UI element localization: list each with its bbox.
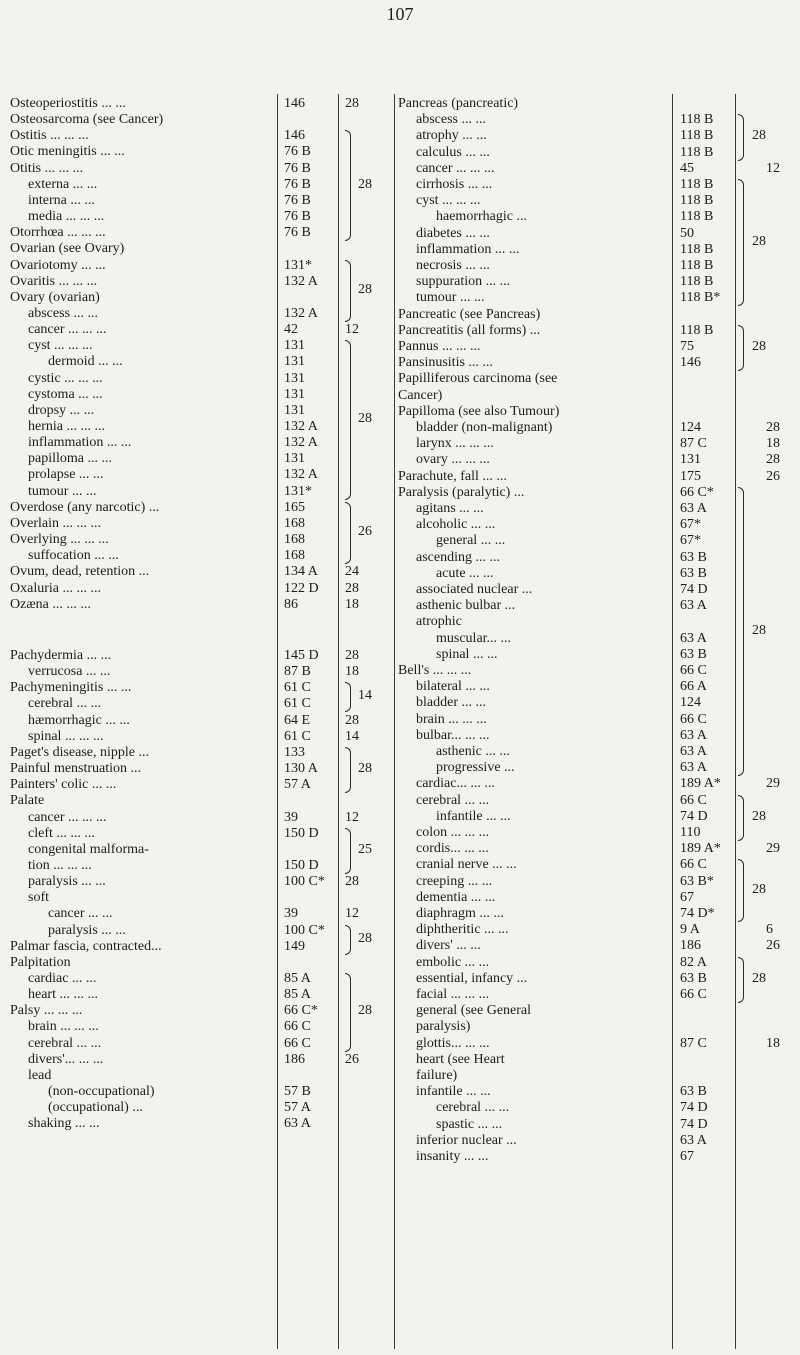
group-number: 18 xyxy=(766,436,780,452)
index-term: Paget's disease, nipple ... xyxy=(10,744,149,760)
brace-group-number: 28 xyxy=(752,622,766,638)
index-reference: 66 C xyxy=(680,857,707,873)
group-number: 28 xyxy=(345,580,359,596)
index-reference: 146 xyxy=(284,128,305,144)
index-term: cystoma ... ... xyxy=(28,386,103,402)
index-term: Pannus ... ... ... xyxy=(398,339,481,354)
group-number: 26 xyxy=(766,468,780,484)
index-reference: 67 xyxy=(680,889,694,905)
index-term: cerebral ... ... xyxy=(436,1100,510,1116)
index-reference: 87 B xyxy=(284,664,311,680)
group-number: 6 xyxy=(766,922,773,938)
index-term: Pancreas (pancreatic) xyxy=(398,96,519,111)
index-term: infantile ... ... xyxy=(416,1084,491,1100)
index-term: creeping ... ... xyxy=(416,873,493,889)
index-term: media ... ... ... xyxy=(28,209,105,225)
index-term: Papilliferous carcinoma (see xyxy=(398,371,558,387)
index-term: inflammation ... ... xyxy=(416,241,520,257)
index-reference: 63 B* xyxy=(680,873,714,889)
index-reference: 66 C xyxy=(680,711,707,727)
index-term: Parachute, fall ... ... xyxy=(398,468,507,484)
index-reference: 76 B xyxy=(284,160,311,176)
index-term: Pancreatic (see Pancreas) xyxy=(398,306,541,322)
left-column-rule-1 xyxy=(277,94,278,1349)
index-term: Painful menstruation ... xyxy=(10,761,142,777)
index-term: Palpitation xyxy=(10,954,71,970)
index-term: Painters' colic ... ... xyxy=(10,777,117,793)
index-term: cancer ... ... xyxy=(48,906,113,922)
index-reference: 61 C xyxy=(284,696,311,712)
index-reference: 118 B xyxy=(680,144,714,160)
index-reference: 118 B xyxy=(680,193,714,209)
index-reference: 82 A xyxy=(680,954,707,970)
index-term: asthenic ... ... xyxy=(436,744,510,759)
index-term: acute ... ... xyxy=(436,565,494,581)
index-reference: 76 B xyxy=(284,225,311,241)
index-reference: 50 xyxy=(680,225,694,241)
index-reference: 63 A xyxy=(680,1132,707,1148)
index-reference: 66 C* xyxy=(284,1003,318,1019)
index-reference: 66 C xyxy=(680,663,707,678)
index-term: paralysis) xyxy=(416,1019,471,1035)
index-reference: 66 C xyxy=(680,792,707,808)
index-term: atrophic xyxy=(416,614,462,630)
index-term: dropsy ... ... xyxy=(28,402,95,418)
index-reference: 74 D xyxy=(680,1100,708,1116)
index-term: tumour ... ... xyxy=(28,483,97,499)
index-reference: 63 A xyxy=(680,630,707,646)
index-term: dermoid ... ... xyxy=(48,354,123,370)
index-reference: 132 A xyxy=(284,467,318,483)
index-reference: 118 B xyxy=(680,112,714,128)
index-term: bulbar... ... ... xyxy=(416,727,490,743)
index-term: interna ... ... xyxy=(28,192,95,208)
index-term: Papilloma (see also Tumour) xyxy=(398,403,560,419)
brace-group-number: 28 xyxy=(358,930,372,946)
index-term: progressive ... xyxy=(436,760,515,776)
index-term: diaphragm ... ... xyxy=(416,906,504,921)
index-term: cerebral ... ... xyxy=(28,696,102,712)
index-term: heart ... ... ... xyxy=(28,987,98,1003)
brace-bracket xyxy=(345,340,351,499)
index-term: (occupational) ... xyxy=(48,1100,143,1116)
index-term: larynx ... ... ... xyxy=(416,436,494,452)
index-term: shaking ... ... xyxy=(28,1116,100,1132)
index-term: tumour ... ... xyxy=(416,290,485,306)
index-reference: 132 A xyxy=(284,273,318,289)
index-reference: 67 xyxy=(680,1149,694,1164)
index-term: brain ... ... ... xyxy=(28,1019,99,1035)
brace-group-number: 25 xyxy=(358,841,372,857)
index-term: alcoholic ... ... xyxy=(416,517,496,533)
group-number: 18 xyxy=(345,664,359,680)
index-reference: 186 xyxy=(680,938,701,954)
index-term: cleft ... ... ... xyxy=(28,825,95,841)
index-term: verrucosa ... ... xyxy=(28,664,111,680)
index-reference: 130 A xyxy=(284,761,318,777)
index-term: infantile ... ... xyxy=(436,808,511,824)
index-reference: 118 B xyxy=(680,322,714,338)
index-term: cerebral ... ... xyxy=(416,792,490,808)
index-term: Pachydermia ... ... xyxy=(10,648,112,663)
index-term: inferior nuclear ... xyxy=(416,1132,517,1148)
index-term: cirrhosis ... ... xyxy=(416,177,493,192)
index-reference: 63 B xyxy=(680,1084,707,1100)
group-number: 14 xyxy=(345,728,359,744)
index-reference: 85 A xyxy=(284,987,311,1003)
index-reference: 63 B xyxy=(680,646,707,662)
index-reference: 189 A* xyxy=(680,776,721,792)
index-reference: 131 xyxy=(680,452,701,468)
brace-bracket xyxy=(345,130,351,241)
group-number: 12 xyxy=(345,322,359,338)
brace-group-number: 28 xyxy=(358,176,372,192)
index-reference: 118 B* xyxy=(680,290,721,306)
index-reference: 118 B xyxy=(680,209,714,225)
index-term: ovary ... ... ... xyxy=(416,452,490,468)
index-term: hæmorrhagic ... ... xyxy=(28,712,130,728)
index-term: dementia ... ... xyxy=(416,889,496,905)
group-number: 18 xyxy=(766,1035,780,1051)
index-term: hernia ... ... ... xyxy=(28,419,105,434)
group-number: 28 xyxy=(345,712,359,728)
index-reference: 66 C xyxy=(284,1035,311,1051)
index-reference: 132 A xyxy=(284,419,318,434)
index-term: spastic ... ... xyxy=(436,1116,503,1132)
brace-bracket xyxy=(345,925,351,955)
index-reference: 118 B xyxy=(680,177,714,192)
index-reference: 87 C xyxy=(680,1035,707,1051)
index-reference: 175 xyxy=(680,468,701,484)
brace-group-number: 28 xyxy=(752,881,766,897)
index-term: Pancreatitis (all forms) ... xyxy=(398,322,541,338)
index-term: divers'... ... ... xyxy=(28,1051,104,1067)
index-reference: 63 A xyxy=(680,598,707,614)
index-reference: 118 B xyxy=(680,258,714,273)
index-term: Otic meningitis ... ... xyxy=(10,144,125,160)
index-term: cardiac ... ... xyxy=(28,971,97,986)
group-number: 12 xyxy=(345,906,359,922)
index-reference: 57 A xyxy=(284,1100,311,1116)
index-reference: 131* xyxy=(284,257,312,273)
index-reference: 74 D xyxy=(680,582,708,597)
index-term: bladder ... ... xyxy=(416,695,486,711)
index-term: associated nuclear ... xyxy=(416,582,533,597)
index-reference: 42 xyxy=(284,322,298,338)
index-reference: 100 C* xyxy=(284,922,325,938)
index-term: Bell's ... ... ... xyxy=(398,663,472,678)
brace-group-number: 28 xyxy=(752,128,766,144)
group-number: 28 xyxy=(766,452,780,468)
brace-group-number: 14 xyxy=(358,688,372,704)
index-reference: 57 B xyxy=(284,1084,311,1100)
index-term: cancer ... ... ... xyxy=(416,160,495,176)
index-term: insanity ... ... xyxy=(416,1149,489,1164)
index-term: Ostitis ... ... ... xyxy=(10,128,89,144)
brace-bracket xyxy=(738,487,744,776)
index-reference: 66 C xyxy=(284,1019,311,1035)
center-rule xyxy=(394,94,395,1349)
index-reference: 45 xyxy=(680,160,694,176)
index-term: bladder (non-malignant) xyxy=(416,420,553,435)
index-term: suppuration ... ... xyxy=(416,274,511,290)
index-reference: 63 A xyxy=(680,760,707,776)
index-term: Overlain ... ... ... xyxy=(10,515,101,531)
index-reference: 131* xyxy=(284,483,312,499)
brace-bracket xyxy=(738,859,744,922)
index-reference: 63 A xyxy=(680,744,707,759)
index-reference: 76 B xyxy=(284,192,311,208)
group-number: 28 xyxy=(345,96,359,111)
index-term: Otorrhœa ... ... ... xyxy=(10,225,106,241)
brace-bracket xyxy=(738,957,744,1003)
index-term: brain ... ... ... xyxy=(416,711,487,727)
index-reference: 168 xyxy=(284,515,305,531)
brace-bracket xyxy=(345,828,351,874)
index-reference: 150 D xyxy=(284,825,319,841)
index-reference: 57 A xyxy=(284,777,311,793)
brace-group-number: 28 xyxy=(752,970,766,986)
index-term: Ovum, dead, retention ... xyxy=(10,564,150,580)
index-term: Pachymeningitis ... ... xyxy=(10,680,132,696)
index-reference: 131 xyxy=(284,451,305,467)
index-term: haemorrhagic ... xyxy=(436,209,527,225)
index-reference: 61 C xyxy=(284,680,311,696)
brace-bracket xyxy=(345,747,351,793)
index-term: abscess ... ... xyxy=(416,112,486,128)
brace-bracket xyxy=(738,114,744,160)
index-reference: 76 B xyxy=(284,176,311,192)
brace-bracket xyxy=(738,795,744,841)
index-reference: 63 A xyxy=(284,1116,311,1132)
index-reference: 146 xyxy=(680,355,701,371)
brace-group-number: 28 xyxy=(358,281,372,297)
index-reference: 39 xyxy=(284,906,298,922)
index-term: prolapse ... ... xyxy=(28,467,104,483)
index-term: Ovariotomy ... ... xyxy=(10,257,106,273)
index-term: paralysis ... ... xyxy=(48,922,126,938)
index-term: heart (see Heart xyxy=(416,1051,505,1067)
index-reference: 63 B xyxy=(680,549,707,565)
index-term: cyst ... ... ... xyxy=(416,193,481,209)
index-reference: 76 B xyxy=(284,209,311,225)
index-reference: 9 A xyxy=(680,922,700,938)
index-term: divers' ... ... xyxy=(416,938,481,954)
page-number: 107 xyxy=(386,4,414,24)
index-term: Ovarian (see Ovary) xyxy=(10,241,125,257)
index-term: calculus ... ... xyxy=(416,144,490,160)
index-reference: 131 xyxy=(284,386,305,402)
index-term: glottis... ... ... xyxy=(416,1035,490,1051)
brace-group-number: 28 xyxy=(752,808,766,824)
index-reference: 75 xyxy=(680,339,694,354)
index-reference: 63 B xyxy=(680,970,707,986)
brace-group-number: 28 xyxy=(752,233,766,249)
index-reference: 133 xyxy=(284,744,305,760)
index-reference: 63 A xyxy=(680,727,707,743)
group-number: 28 xyxy=(766,420,780,435)
brace-bracket xyxy=(738,179,744,306)
index-reference: 132 A xyxy=(284,435,318,451)
index-term: suffocation ... ... xyxy=(28,548,119,564)
index-term: facial ... ... ... xyxy=(416,987,490,1002)
index-reference: 61 C xyxy=(284,728,311,744)
index-reference: 168 xyxy=(284,548,305,564)
index-term: cancer ... ... ... xyxy=(28,809,107,825)
index-term: Osteosarcoma (see Cancer) xyxy=(10,112,164,128)
index-term: diabetes ... ... xyxy=(416,225,490,241)
index-reference: 149 xyxy=(284,938,305,954)
index-reference: 146 xyxy=(284,96,305,111)
index-term: Oxaluria ... ... ... xyxy=(10,580,101,596)
index-term: Cancer) xyxy=(398,387,443,403)
index-term: necrosis ... ... xyxy=(416,258,490,273)
group-number: 28 xyxy=(345,648,359,663)
index-reference: 186 xyxy=(284,1051,305,1067)
index-term: inflammation ... ... xyxy=(28,435,132,451)
index-reference: 66 C* xyxy=(680,484,714,500)
brace-bracket xyxy=(345,682,351,712)
index-reference: 145 D xyxy=(284,648,319,663)
index-reference: 76 B xyxy=(284,144,311,160)
group-number: 18 xyxy=(345,596,359,612)
group-number: 26 xyxy=(766,938,780,954)
right-column-rule-2 xyxy=(735,94,736,1349)
index-reference: 87 C xyxy=(680,436,707,452)
index-reference: 74 D xyxy=(680,1116,708,1132)
index-term: lead xyxy=(28,1067,52,1083)
group-number: 12 xyxy=(766,160,780,176)
brace-bracket xyxy=(345,260,351,322)
index-term: Pansinusitis ... ... xyxy=(398,355,493,371)
index-term: Overdose (any narcotic) ... xyxy=(10,499,160,515)
index-term: essential, infancy ... xyxy=(416,970,528,986)
index-term: cardiac... ... ... xyxy=(416,776,495,792)
index-term: ascending ... ... xyxy=(416,549,500,565)
index-term: diphtheritic ... ... xyxy=(416,922,509,938)
brace-group-number: 26 xyxy=(358,523,372,539)
index-term: Palmar fascia, contracted... xyxy=(10,938,162,954)
brace-group-number: 28 xyxy=(358,1003,372,1019)
index-reference: 74 D xyxy=(680,808,708,824)
group-number: 12 xyxy=(345,809,359,825)
index-term: spinal ... ... xyxy=(436,646,498,662)
group-number: 28 xyxy=(345,874,359,890)
index-term: congenital malforma- xyxy=(28,841,149,857)
index-reference: 189 A* xyxy=(680,841,721,857)
index-term: Ozæna ... ... ... xyxy=(10,596,91,612)
index-term: failure) xyxy=(416,1068,458,1083)
index-term: agitans ... ... xyxy=(416,501,484,516)
index-reference: 110 xyxy=(680,825,701,840)
brace-group-number: 28 xyxy=(752,339,766,354)
index-reference: 131 xyxy=(284,402,305,418)
index-term: papilloma ... ... xyxy=(28,451,112,467)
index-term: cancer ... ... ... xyxy=(28,322,107,338)
index-term: asthenic bulbar ... xyxy=(416,598,516,614)
index-term: general ... ... xyxy=(436,533,506,549)
index-reference: 122 D xyxy=(284,580,319,596)
group-number: 29 xyxy=(766,776,780,792)
index-term: cranial nerve ... ... xyxy=(416,857,517,873)
index-reference: 64 E xyxy=(284,712,311,728)
brace-bracket xyxy=(345,502,351,564)
index-reference: 67* xyxy=(680,517,701,533)
index-reference: 63 B xyxy=(680,565,707,581)
index-reference: 131 xyxy=(284,370,305,386)
index-reference: 165 xyxy=(284,499,305,515)
index-reference: 131 xyxy=(284,354,305,370)
index-term: abscess ... ... xyxy=(28,305,98,321)
index-term: cordis... ... ... xyxy=(416,841,489,857)
group-number: 24 xyxy=(345,564,359,580)
index-reference: 86 xyxy=(284,596,298,612)
index-reference: 66 C xyxy=(680,987,707,1002)
index-term: cystic ... ... ... xyxy=(28,370,103,386)
index-reference: 131 xyxy=(284,338,305,354)
index-reference: 67* xyxy=(680,533,701,549)
index-reference: 118 B xyxy=(680,128,714,144)
group-number: 29 xyxy=(766,841,780,857)
brace-group-number: 28 xyxy=(358,761,372,777)
index-term: Palate xyxy=(10,793,45,809)
index-term: paralysis ... ... xyxy=(28,874,106,890)
index-term: muscular... ... xyxy=(436,630,512,646)
brace-bracket xyxy=(345,973,351,1052)
index-term: atrophy ... ... xyxy=(416,128,487,144)
index-term: soft xyxy=(28,890,49,906)
right-column-rule-1 xyxy=(672,94,673,1349)
left-column-rule-2 xyxy=(338,94,339,1349)
index-reference: 118 B xyxy=(680,241,714,257)
index-reference: 124 xyxy=(680,420,701,435)
index-reference: 168 xyxy=(284,532,305,548)
index-term: general (see General xyxy=(416,1003,532,1019)
brace-bracket xyxy=(738,325,744,371)
index-term: tion ... ... ... xyxy=(28,857,92,873)
brace-group-number: 28 xyxy=(358,410,372,426)
index-reference: 39 xyxy=(284,809,298,825)
group-number: 26 xyxy=(345,1051,359,1067)
index-term: bilateral ... ... xyxy=(416,679,490,695)
index-term: Ovary (ovarian) xyxy=(10,289,100,305)
index-reference: 63 A xyxy=(680,501,707,516)
index-reference: 132 A xyxy=(284,305,318,321)
index-reference: 150 D xyxy=(284,857,319,873)
index-term: cerebral ... ... xyxy=(28,1035,102,1051)
index-term: colon ... ... ... xyxy=(416,825,490,840)
index-reference: 85 A xyxy=(284,971,311,986)
index-reference: 124 xyxy=(680,695,701,711)
index-term: externa ... ... xyxy=(28,176,98,192)
index-term: (non-occupational) xyxy=(48,1084,155,1100)
index-term: Palsy ... ... ... xyxy=(10,1003,83,1019)
index-reference: 134 A xyxy=(284,564,318,580)
index-term: Paralysis (paralytic) ... xyxy=(398,484,525,500)
index-reference: 66 A xyxy=(680,679,707,695)
index-reference: 118 B xyxy=(680,274,714,290)
index-reference: 74 D* xyxy=(680,906,715,921)
index-term: Overlying ... ... ... xyxy=(10,532,109,548)
index-term: cyst ... ... ... xyxy=(28,338,93,354)
index-term: Otitis ... ... ... xyxy=(10,160,84,176)
index-term: embolic ... ... xyxy=(416,954,490,970)
index-term: Ovaritis ... ... ... xyxy=(10,273,98,289)
index-term: Osteoperiostitis ... ... xyxy=(10,96,126,111)
index-term: spinal ... ... ... xyxy=(28,728,104,744)
index-reference: 100 C* xyxy=(284,874,325,890)
